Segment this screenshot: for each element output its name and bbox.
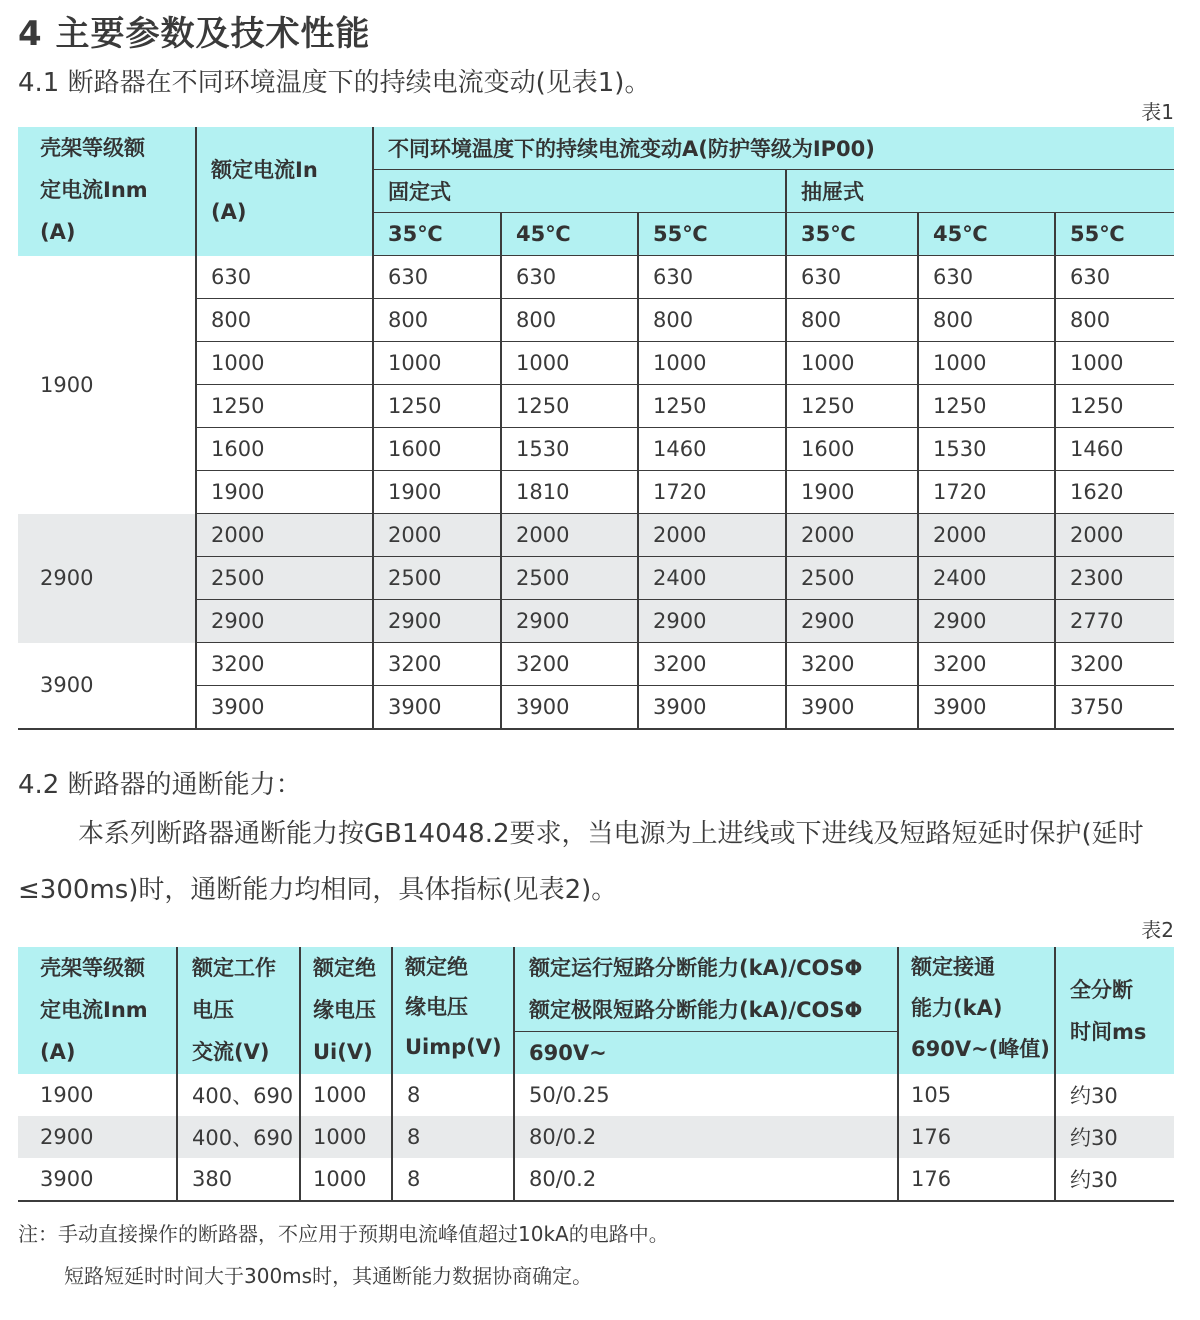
table-cell: 1000 bbox=[300, 1074, 392, 1116]
current-value-cell: 1000 bbox=[1055, 342, 1174, 385]
t1-header-frame-rating: 壳架等级额 定电流Inm (A) bbox=[18, 127, 196, 256]
table-cell: 176 bbox=[898, 1116, 1055, 1158]
current-value-cell: 2000 bbox=[786, 514, 918, 557]
section-1-title: 4.1 断路器在不同环境温度下的持续电流变动(见表1)。 bbox=[18, 68, 651, 98]
current-value-cell: 3200 bbox=[501, 643, 638, 686]
frame-rating-cell: 2900 bbox=[18, 514, 196, 643]
t1-header-rated-current: 额定电流In (A) bbox=[196, 127, 373, 256]
current-value-cell: 2900 bbox=[638, 600, 786, 643]
current-value-cell: 1000 bbox=[918, 342, 1055, 385]
current-value-cell: 2300 bbox=[1055, 557, 1174, 600]
current-value-cell: 2770 bbox=[1055, 600, 1174, 643]
t2-header-insulation-voltage: 额定绝 缘电压 Ui(V) bbox=[300, 947, 392, 1074]
current-value-cell: 1720 bbox=[918, 471, 1055, 514]
rated-current-cell: 2000 bbox=[196, 514, 373, 557]
t2-header-breaking-voltage: 690V~ bbox=[514, 1032, 898, 1075]
current-value-cell: 1620 bbox=[1055, 471, 1174, 514]
current-value-cell: 1000 bbox=[638, 342, 786, 385]
table-cell: 400、690 bbox=[177, 1074, 300, 1116]
table-row bbox=[18, 1116, 1174, 1158]
rated-current-cell: 1250 bbox=[196, 385, 373, 428]
current-value-cell: 2000 bbox=[373, 514, 501, 557]
table-cell: 1000 bbox=[300, 1116, 392, 1158]
current-value-cell: 800 bbox=[638, 299, 786, 342]
t2-header-making: 额定接通 能力(kA) 690V~(峰值) bbox=[898, 947, 1055, 1074]
current-value-cell: 630 bbox=[786, 256, 918, 299]
current-value-cell: 1250 bbox=[373, 385, 501, 428]
table-row bbox=[18, 256, 1174, 299]
current-value-cell: 800 bbox=[373, 299, 501, 342]
current-value-cell: 2500 bbox=[501, 557, 638, 600]
current-value-cell: 1530 bbox=[918, 428, 1055, 471]
table-cell: 80/0.2 bbox=[514, 1158, 898, 1201]
current-value-cell: 800 bbox=[501, 299, 638, 342]
current-value-cell: 1000 bbox=[373, 342, 501, 385]
table-cell: 3900 bbox=[18, 1158, 177, 1201]
rated-current-cell: 800 bbox=[196, 299, 373, 342]
current-value-cell: 800 bbox=[786, 299, 918, 342]
table-cell: 1000 bbox=[300, 1158, 392, 1201]
current-value-cell: 1460 bbox=[1055, 428, 1174, 471]
current-value-cell: 2400 bbox=[638, 557, 786, 600]
note-line-1: 注：手动直接操作的断路器，不应用于预期电流峰值超过10kA的电路中。 bbox=[18, 1222, 669, 1246]
t1-header-temp: 55℃ bbox=[638, 213, 786, 256]
table-1-label: 表1 bbox=[1141, 100, 1174, 124]
t1-header-group-title: 不同环境温度下的持续电流变动A(防护等级为IP00) bbox=[373, 127, 1174, 170]
table-cell: 8 bbox=[392, 1158, 514, 1201]
current-value-cell: 2900 bbox=[373, 600, 501, 643]
current-value-cell: 2000 bbox=[501, 514, 638, 557]
current-value-cell: 2500 bbox=[786, 557, 918, 600]
current-value-cell: 1600 bbox=[786, 428, 918, 471]
current-value-cell: 630 bbox=[501, 256, 638, 299]
current-value-cell: 800 bbox=[918, 299, 1055, 342]
current-value-cell: 1720 bbox=[638, 471, 786, 514]
table-cell: 8 bbox=[392, 1074, 514, 1116]
table-cell: 2900 bbox=[18, 1116, 177, 1158]
current-value-cell: 630 bbox=[638, 256, 786, 299]
table-cell: 400、690 bbox=[177, 1116, 300, 1158]
section-2-title: 4.2 断路器的通断能力： bbox=[18, 770, 302, 800]
note bbox=[18, 1213, 669, 1297]
table-row bbox=[18, 1074, 1174, 1116]
current-value-cell: 630 bbox=[373, 256, 501, 299]
t1-header-temp: 35℃ bbox=[373, 213, 501, 256]
t2-header-break-time: 全分断 时间ms bbox=[1055, 947, 1174, 1074]
t1-header-temp: 55℃ bbox=[1055, 213, 1174, 256]
note-line-2: 短路短延时时间大于300ms时，其通断能力数据协商确定。 bbox=[64, 1264, 593, 1288]
rated-current-cell: 2900 bbox=[196, 600, 373, 643]
current-value-cell: 2900 bbox=[501, 600, 638, 643]
current-value-cell: 800 bbox=[1055, 299, 1174, 342]
t2-header-working-voltage: 额定工作 电压 交流(V) bbox=[177, 947, 300, 1074]
current-value-cell: 1600 bbox=[373, 428, 501, 471]
t2-header-impulse-voltage: 额定绝 缘电压 Uimp(V) bbox=[392, 947, 514, 1074]
rated-current-cell: 1600 bbox=[196, 428, 373, 471]
current-value-cell: 1250 bbox=[918, 385, 1055, 428]
table-cell: 80/0.2 bbox=[514, 1116, 898, 1158]
rated-current-cell: 3200 bbox=[196, 643, 373, 686]
current-value-cell: 1250 bbox=[501, 385, 638, 428]
current-value-cell: 3200 bbox=[786, 643, 918, 686]
current-value-cell: 1250 bbox=[638, 385, 786, 428]
rated-current-cell: 1000 bbox=[196, 342, 373, 385]
current-value-cell: 630 bbox=[1055, 256, 1174, 299]
table-cell: 50/0.25 bbox=[514, 1074, 898, 1116]
section-2-paragraph: 本系列断路器通断能力按GB14048.2要求，当电源为上进线或下进线及短路短延时保护(延时≤300ms)时，通断能力均相同，具体指标(见表2)。 bbox=[18, 819, 1144, 905]
current-value-cell: 630 bbox=[918, 256, 1055, 299]
t1-header-temp: 45℃ bbox=[918, 213, 1055, 256]
current-value-cell: 1000 bbox=[786, 342, 918, 385]
current-value-cell: 1900 bbox=[373, 471, 501, 514]
current-value-cell: 3900 bbox=[373, 686, 501, 730]
page-heading: 4 主要参数及技术性能 bbox=[18, 14, 371, 54]
current-value-cell: 1250 bbox=[786, 385, 918, 428]
table-cell: 约30 bbox=[1055, 1116, 1174, 1158]
current-value-cell: 3900 bbox=[786, 686, 918, 730]
current-value-cell: 2400 bbox=[918, 557, 1055, 600]
t2-header-breaking-operating: 额定运行短路分断能力(kA)/COSΦ bbox=[514, 947, 898, 989]
table-cell: 1900 bbox=[40, 1083, 94, 1107]
table-2 bbox=[18, 947, 1174, 1202]
current-value-cell: 3750 bbox=[1055, 686, 1174, 730]
rated-current-cell: 630 bbox=[196, 256, 373, 299]
t1-header-temp: 35℃ bbox=[786, 213, 918, 256]
current-value-cell: 1460 bbox=[638, 428, 786, 471]
current-value-cell: 3200 bbox=[638, 643, 786, 686]
table-cell: 380 bbox=[177, 1158, 300, 1201]
rated-current-cell: 1900 bbox=[196, 471, 373, 514]
current-value-cell: 1810 bbox=[501, 471, 638, 514]
rated-current-cell: 2500 bbox=[196, 557, 373, 600]
current-value-cell: 3200 bbox=[1055, 643, 1174, 686]
frame-rating-cell: 3900 bbox=[18, 643, 196, 730]
current-value-cell: 2000 bbox=[918, 514, 1055, 557]
current-value-cell: 3900 bbox=[501, 686, 638, 730]
current-value-cell: 2000 bbox=[638, 514, 786, 557]
current-value-cell: 2500 bbox=[373, 557, 501, 600]
t2-header-frame-rating: 壳架等级额 定电流Inm (A) bbox=[18, 947, 177, 1074]
t1-header-temp: 45℃ bbox=[501, 213, 638, 256]
current-value-cell: 1250 bbox=[1055, 385, 1174, 428]
current-value-cell: 1530 bbox=[501, 428, 638, 471]
current-value-cell: 3900 bbox=[918, 686, 1055, 730]
table-row bbox=[18, 514, 1174, 557]
table-row bbox=[18, 1158, 1174, 1201]
current-value-cell: 1000 bbox=[501, 342, 638, 385]
current-value-cell: 2900 bbox=[786, 600, 918, 643]
current-value-cell: 2900 bbox=[918, 600, 1055, 643]
current-value-cell: 2000 bbox=[1055, 514, 1174, 557]
table-cell: 105 bbox=[898, 1074, 1055, 1116]
current-value-cell: 3200 bbox=[918, 643, 1055, 686]
table-cell: 176 bbox=[898, 1158, 1055, 1201]
t2-header-breaking-ultimate: 额定极限短路分断能力(kA)/COSΦ bbox=[514, 989, 898, 1032]
frame-rating-cell: 1900 bbox=[40, 372, 94, 397]
table-cell: 约30 bbox=[1055, 1158, 1174, 1201]
t1-header-fixed: 固定式 bbox=[373, 170, 786, 213]
table-row bbox=[18, 643, 1174, 686]
current-value-cell: 1900 bbox=[786, 471, 918, 514]
current-value-cell: 3200 bbox=[373, 643, 501, 686]
table-cell: 约30 bbox=[1055, 1074, 1174, 1116]
t1-header-drawout: 抽屉式 bbox=[786, 170, 1174, 213]
current-value-cell: 3900 bbox=[638, 686, 786, 730]
rated-current-cell: 3900 bbox=[196, 686, 373, 730]
table-2-label: 表2 bbox=[1141, 918, 1174, 942]
table-cell: 8 bbox=[392, 1116, 514, 1158]
table-1 bbox=[18, 127, 1174, 730]
